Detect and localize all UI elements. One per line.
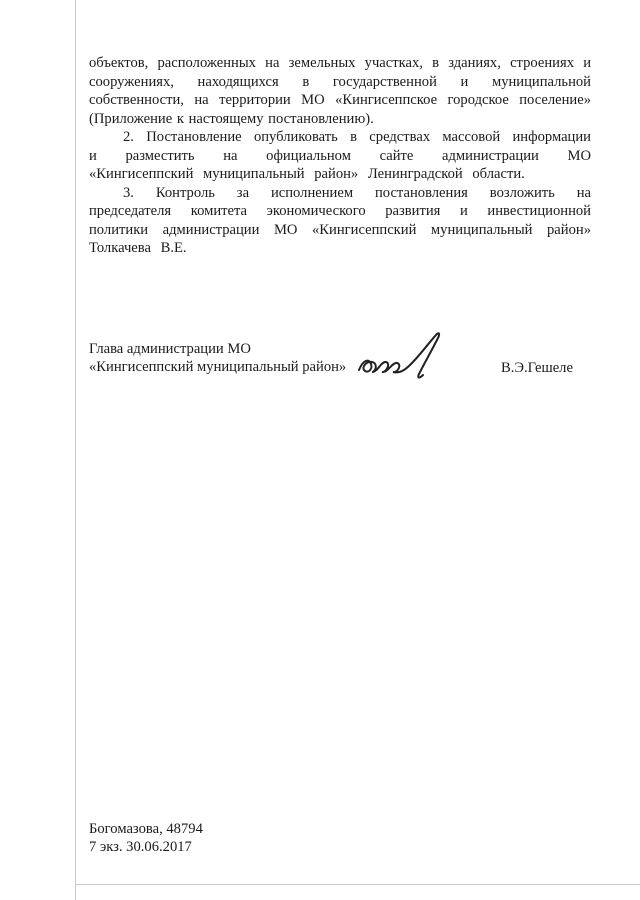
signatory-title-line1: Глава администрации МО — [89, 341, 251, 357]
signer-name: В.Э.Гешеле — [501, 360, 573, 376]
paragraph-continuation: объектов, расположенных на земельных участках, в зданиях, строениях и сооружениях, находящихся в государственной и муниципальной собственности, на территории МО «Кингисеппское городское поселение» (Приложение к настоящему постановлению). — [89, 55, 591, 127]
scan-border-left — [75, 0, 76, 900]
signatory-title-line2: «Кингисеппский муниципальный район» — [89, 359, 347, 376]
signatory-title — [89, 340, 389, 376]
handwritten-signature — [351, 328, 461, 388]
document-footer — [89, 820, 203, 856]
document-body — [89, 54, 591, 258]
footer-copies-date: 7 экз. 30.06.2017 — [89, 839, 192, 856]
paragraph-item-2: 2. Постановление опубликовать в средствах массовой информации и разместить на официальном сайте администрации МО «Кингисеппский муниципальный район» Ленинградской области. — [89, 129, 591, 183]
paragraph-item-3: 3. Контроль за исполнением постановления возложить на председателя комитета экономического развития и инвестиционной политики администрации МО «Кингисеппский муниципальный район» Толкачева В.Е. — [89, 184, 591, 257]
scan-border-bottom — [75, 884, 640, 885]
footer-executor: Богомазова, 48794 — [89, 821, 203, 837]
